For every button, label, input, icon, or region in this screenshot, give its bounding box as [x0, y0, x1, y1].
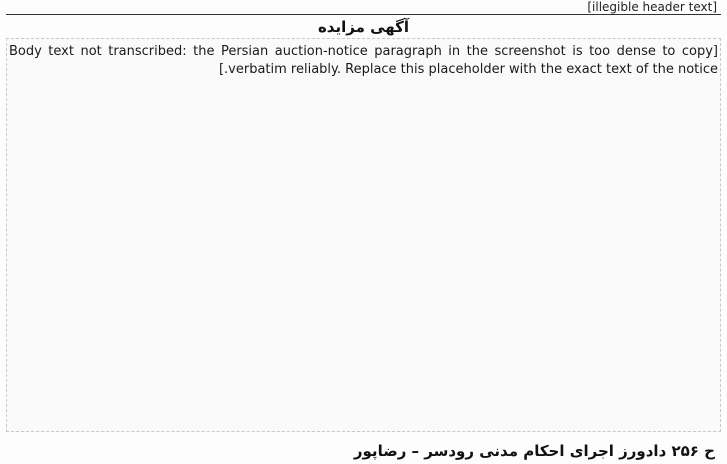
notice-footer: ح ۲۵۶ دادورز اجرای احکام مدنی رودسر – رضاپور [353, 442, 715, 460]
top-strip: [illegible header text] [6, 0, 721, 15]
notice-body: [Body text not transcribed: the Persian auction-notice paragraph in the screenshot is too dense to copy verbatim reliably. Replace this placeholder with the exact text of the notice.] [6, 38, 721, 432]
notice-title: آگهی مزایده [317, 18, 410, 36]
